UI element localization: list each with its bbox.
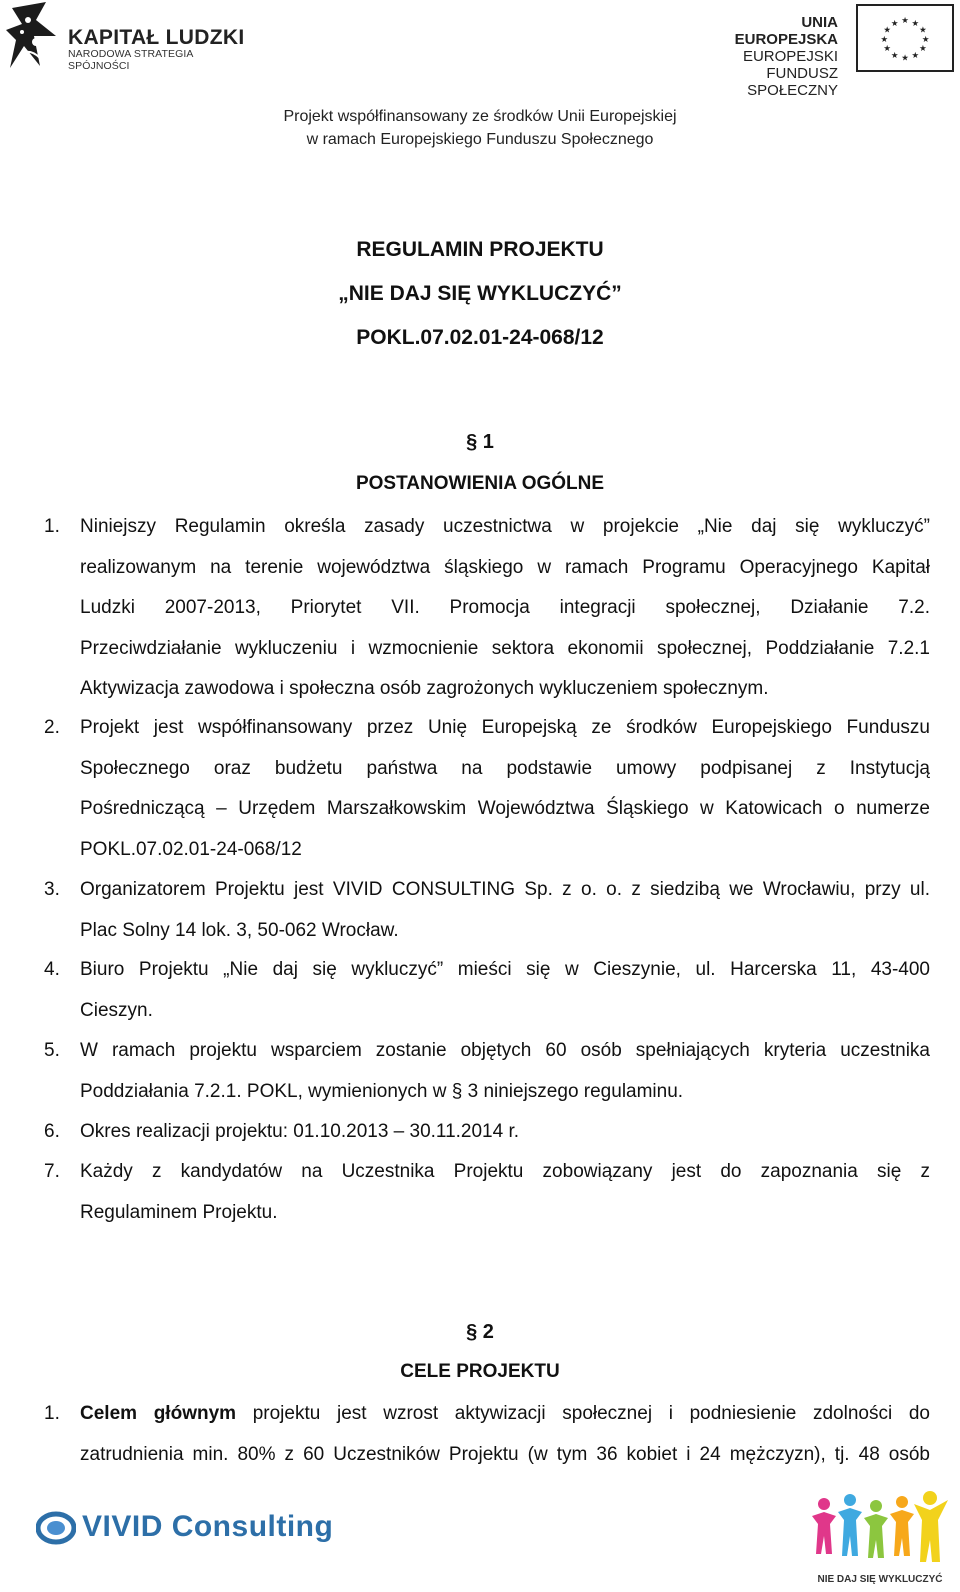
svg-text:★: ★ <box>919 43 927 54</box>
item-number: 6. <box>44 1121 60 1142</box>
text-line: Pośredniczącą – Urzędem Marszałkowskim Województwa Śląskiego w Katowicach o numerze <box>80 798 930 819</box>
item-text <box>80 507 930 710</box>
vivid-swirl-icon <box>36 1508 76 1548</box>
text-line: Aktywizacja zawodowa i społeczna osób zagrożonych wykluczeniem społecznym. <box>80 678 769 699</box>
item-number: 1. <box>44 516 60 537</box>
section-1-symbol: § 1 <box>466 431 494 453</box>
eu-flag-icon <box>856 4 954 72</box>
text-line: Niniejszy Regulamin określa zasady uczestnictwa w projekcie „Nie daj się wykluczyć” <box>80 516 930 537</box>
text-line: Okres realizacji projektu: 01.10.2013 – 30.11.2014 r. <box>80 1121 520 1142</box>
text-line: Cieszyn. <box>80 999 153 1021</box>
bold-lead: Celem głównym <box>80 1403 237 1424</box>
text-line: Plac Solny 14 lok. 3, 50-062 Wrocław. <box>80 919 399 941</box>
vivid-consulting-logo <box>36 1508 346 1548</box>
section-2-heading: CELE PROJEKTU <box>400 1361 560 1382</box>
text-line: Ludzki 2007-2013, Priorytet VII. Promocja integracji społecznej, Działanie 7.2. <box>80 597 930 618</box>
text-line: Projekt jest współfinansowany przez Unię Europejską ze środków Europejskiego Funduszu <box>80 717 930 738</box>
svg-text:★: ★ <box>919 24 927 35</box>
project-logo-text: NIE DAJ SIĘ WYKLUCZYĆ <box>817 1574 943 1585</box>
svg-text:★: ★ <box>921 33 930 44</box>
item-text <box>80 708 930 870</box>
item-number: 5. <box>44 1040 60 1061</box>
svg-text:★: ★ <box>901 14 909 25</box>
svg-text:★: ★ <box>911 17 920 28</box>
line-rest: projektu jest wzrost aktywizacji społecznej i podniesienie zdolności do <box>236 1403 930 1424</box>
kapital-ludzki-emblem-icon <box>6 2 62 74</box>
item-number: 3. <box>44 879 60 900</box>
eu-logo-line1: UNIA EUROPEJSKA <box>734 14 838 48</box>
text-line: Przeciwdziałanie wykluczeniu i wzmocnienie sektora ekonomii społecznej, Poddziałanie 7.2.1 <box>80 637 930 659</box>
kapital-ludzki-logo <box>6 2 246 74</box>
text-line: Każdy z kandydatów na Uczestnika Projektu zobowiązany jest do zapoznania się z <box>80 1161 930 1182</box>
text-line: realizowanym na terenie województwa śląskiego w ramach Programu Operacyjnego Kapitał <box>80 556 930 578</box>
item-text <box>80 1152 930 1233</box>
kapital-ludzki-name: KAPITAŁ LUDZKI <box>68 26 245 49</box>
item-text <box>80 950 930 1031</box>
item-number: 4. <box>44 959 60 980</box>
svg-text:★: ★ <box>880 33 889 44</box>
cofinancing-line-2: w ramach Europejskiego Funduszu Społecznego <box>306 131 654 148</box>
text-line: Społecznego oraz budżetu państwa na podstawie umowy podpisanej z Instytucją <box>80 757 930 779</box>
svg-text:★: ★ <box>890 49 899 60</box>
eu-social-fund-logo <box>706 2 956 99</box>
vivid-logo-text: VIVID Consulting <box>82 1510 334 1543</box>
section-1-heading: POSTANOWIENIA OGÓLNE <box>355 473 605 494</box>
project-name: „NIE DAJ SIĘ WYKLUCZYĆ” <box>338 282 622 305</box>
item-text <box>80 1394 930 1475</box>
nie-daj-sie-wykluczyc-logo <box>804 1490 954 1590</box>
item-text <box>80 870 930 951</box>
section-2-symbol: § 2 <box>466 1321 494 1343</box>
people-figures-icon <box>804 1490 954 1572</box>
svg-text:★: ★ <box>901 52 909 63</box>
svg-text:★: ★ <box>883 43 891 54</box>
item-number: 7. <box>44 1161 60 1182</box>
item-number: 1. <box>44 1403 60 1424</box>
kapital-ludzki-subtitle: NARODOWA STRATEGIA SPÓJNOŚCI <box>68 48 193 72</box>
project-number: POKL.07.02.01-24-068/12 <box>356 326 604 349</box>
text-line: POKL.07.02.01-24-068/12 <box>80 838 302 860</box>
eu-logo-line3: FUNDUSZ SPOŁECZNY <box>747 65 838 99</box>
text-line <box>80 1394 930 1435</box>
cofinancing-statement <box>0 105 960 151</box>
text-line: Regulaminem Projektu. <box>80 1201 278 1223</box>
svg-text:★: ★ <box>883 24 891 35</box>
svg-text:★: ★ <box>890 17 899 28</box>
svg-text:★: ★ <box>911 49 920 60</box>
text-line: Biuro Projektu „Nie daj się wykluczyć” mieści się w Cieszynie, ul. Harcerska 11, 43-400 <box>80 959 930 980</box>
eu-logo-line2: EUROPEJSKI <box>742 48 838 65</box>
eu-logo-text <box>706 14 838 99</box>
cofinancing-line-1: Projekt współfinansowany ze środków Unii Europejskiej <box>283 108 677 125</box>
text-line: Organizatorem Projektu jest VIVID CONSULTING Sp. z o. o. z siedzibą we Wrocławiu, przy ul. <box>80 879 930 900</box>
item-text <box>80 1112 930 1153</box>
item-text <box>80 1031 930 1112</box>
text-line: Poddziałania 7.2.1. POKL, wymienionych w § 3 niniejszego regulaminu. <box>80 1080 684 1102</box>
document-title: REGULAMIN PROJEKTU <box>356 238 604 261</box>
text-line: W ramach projektu wsparciem zostanie objętych 60 osób spełniających kryteria uczestnika <box>80 1040 930 1061</box>
item-number: 2. <box>44 717 60 738</box>
text-line: zatrudnienia min. 80% z 60 Uczestników Projektu (w tym 36 kobiet i 24 mężczyzn), tj. 48 osób <box>80 1443 930 1465</box>
